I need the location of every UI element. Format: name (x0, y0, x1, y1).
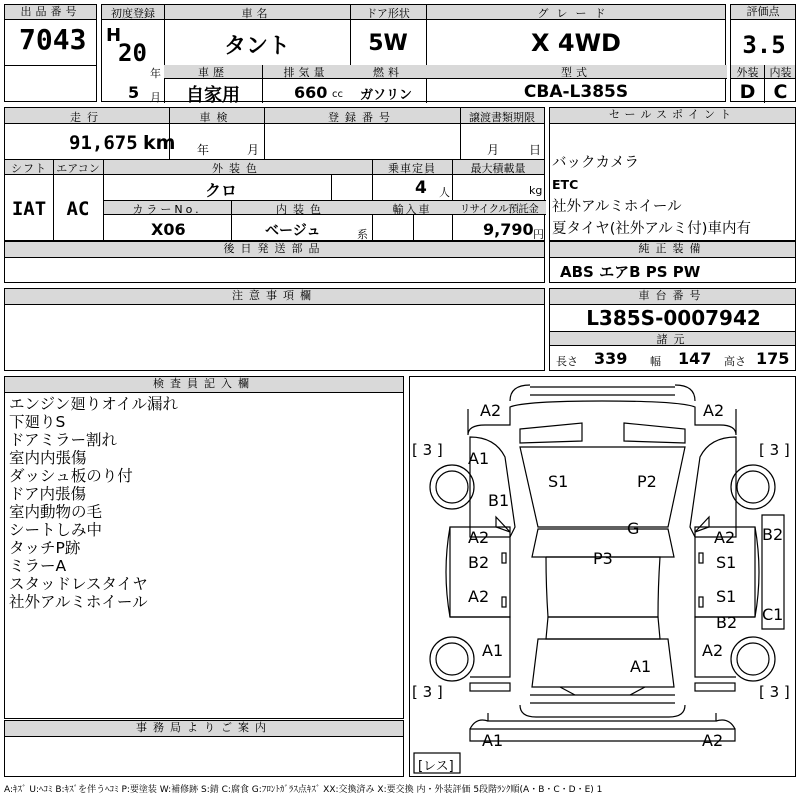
inspector-note: ドア内張傷 (9, 485, 87, 503)
aircon-value: AC (66, 198, 90, 220)
mark-right-rear-door-b: B2 (716, 613, 738, 632)
displacement-header: 排気量 (283, 66, 329, 79)
reg-no-header: 登録番号 (328, 111, 396, 124)
door-type: 5W (368, 31, 408, 56)
displacement-value: 660 (294, 83, 328, 102)
exterior-grade: D (739, 81, 756, 103)
spare-tire: [レス] (418, 759, 454, 774)
later-parts-header: 後日発送部品 (5, 242, 544, 258)
transfer-header: 譲渡書類期限 (469, 111, 535, 124)
color-no-header: カラーNo. (132, 203, 202, 216)
length-value: 339 (594, 349, 628, 368)
month-unit: 月 (150, 91, 161, 104)
aircon-header: エアコン (56, 162, 100, 175)
ext-color-value: クロ (205, 181, 238, 200)
inspector-note: エンジン廻りオイル漏れ (9, 395, 178, 413)
tire-rear-right: [ 3 ] (759, 683, 790, 701)
sales-point-item: 夏タイヤ(社外アルミ付)車内有 (552, 221, 751, 237)
lot-number-header: 出品番号 (5, 5, 96, 20)
interior-header: 内装 (769, 66, 792, 79)
office-notice-header: 事務局よりご案内 (5, 721, 403, 737)
notes-cell (4, 288, 545, 371)
mark-hood-right: P2 (637, 472, 657, 491)
max-load-header: 最大積載量 (470, 162, 526, 175)
interior-grade: C (773, 81, 788, 103)
sales-points-header: セールスポイント (550, 108, 795, 124)
inspector-notes-header: 検査員記入欄 (5, 377, 403, 393)
inspector-note: ミラーA (9, 557, 67, 575)
inspector-note: スタッドレスタイヤ (9, 575, 148, 593)
car-outline-svg (410, 377, 795, 776)
mileage-value: 91,675 (69, 132, 138, 154)
fuel-value: ガソリン (360, 88, 413, 103)
mark-right-rear-fender: A2 (702, 641, 724, 660)
inspector-note: 下廻りS (9, 413, 66, 431)
fuel-header: 燃料 (373, 66, 403, 79)
mark-windshield: G (627, 519, 640, 538)
height-label: 高さ (724, 355, 746, 368)
sales-point-item: バックカメラ (552, 155, 639, 171)
transfer-day-unit: 日 (529, 143, 542, 157)
history-header: 車歴 (198, 66, 228, 79)
notes-header: 注意事項欄 (5, 289, 544, 305)
max-load-unit: kg (529, 184, 543, 197)
genuine-equipment-value: ABS エアB PS PW (560, 263, 701, 281)
mark-right-side-b: B2 (762, 525, 784, 544)
chassis-header: 車台番号 (550, 289, 795, 305)
capacity-value: 4 (415, 178, 427, 198)
recycle-header: リサイクル預託金 (459, 203, 539, 215)
width-value: 147 (678, 349, 712, 368)
mark-left-rear-fender: A1 (482, 641, 504, 660)
int-color-header: 内装色 (276, 203, 327, 216)
inspector-note: ダッシュ板のり付 (9, 467, 133, 485)
first-reg-header: 初度登録 (111, 7, 155, 20)
shift-value: IAT (11, 198, 47, 220)
model-header: 型式 (561, 66, 591, 79)
sales-point-item: 社外アルミホイール (552, 199, 682, 215)
damage-diagram (409, 376, 796, 777)
inspector-note: ドアミラー割れ (9, 431, 118, 449)
genuine-equipment-header: 純正装備 (550, 242, 795, 258)
score-header: 評価点 (731, 5, 795, 20)
capacity-unit: 人 (439, 186, 450, 199)
inspector-note: 室内動物の毛 (9, 503, 103, 521)
grade: X 4WD (531, 29, 621, 57)
model-value: CBA-L385S (523, 82, 629, 102)
tire-front-left: [ 3 ] (412, 441, 443, 459)
later-parts-cell (4, 241, 545, 283)
mileage-unit: km (143, 132, 176, 154)
lot-number-cell (4, 4, 97, 102)
capacity-header: 乗車定員 (388, 162, 436, 175)
chassis-number: L385S-0007942 (586, 306, 761, 330)
inspector-note: 社外アルミホイール (9, 593, 148, 611)
inspector-note: 室内内張傷 (9, 449, 87, 467)
inspector-notes-list (9, 395, 178, 611)
mark-tailgate: A1 (630, 657, 652, 676)
inspector-note: タッチP跡 (9, 539, 81, 557)
transfer-month-unit: 月 (487, 143, 500, 157)
mark-left-fender: A1 (468, 449, 490, 468)
mark-left-front-door-b: B2 (468, 553, 490, 572)
dimensions-header: 諸元 (656, 333, 691, 346)
tire-front-right: [ 3 ] (759, 441, 790, 459)
ext-color-header: 外装色 (212, 162, 263, 175)
main-info-table (101, 4, 726, 106)
height-value: 175 (756, 349, 790, 368)
mark-right-rear-door-s: S1 (716, 587, 737, 606)
car-name: タント (223, 34, 290, 59)
width-label: 幅 (650, 355, 661, 368)
office-notice-cell (4, 720, 404, 777)
mark-right-front-door-s: S1 (716, 553, 737, 572)
detail-table (4, 107, 545, 241)
first-reg-year: 20 (118, 39, 147, 67)
mark-hood-left: S1 (548, 472, 569, 491)
lot-number: 7043 (19, 23, 87, 56)
inspection-header: 車検 (199, 111, 234, 124)
mark-left-front-door-a: A2 (468, 528, 490, 547)
mark-left-rear-door: A2 (468, 587, 490, 606)
inspector-notes-cell (4, 376, 404, 719)
recycle-value: 9,790 (483, 220, 534, 239)
genuine-equipment-cell (549, 241, 796, 283)
inspector-note: シートしみ中 (9, 521, 103, 539)
sales-point-item: ETC (552, 177, 579, 192)
recycle-unit: 円 (533, 228, 544, 241)
sales-points-list (552, 152, 751, 240)
mark-roof: P3 (593, 549, 613, 568)
door-header: ドア形状 (366, 7, 410, 20)
first-reg-month: 5 (128, 83, 140, 102)
grade-header: グレード (537, 7, 614, 20)
displacement-unit: cc (332, 89, 343, 100)
sales-points-cell (549, 107, 796, 241)
exterior-header: 外装 (736, 66, 759, 79)
length-label: 長さ (556, 355, 578, 368)
tire-rear-left: [ 3 ] (412, 683, 443, 701)
mark-front-left-bumper: A2 (480, 401, 502, 420)
mark-right-front-door-a: A2 (714, 528, 736, 547)
chassis-cell (549, 288, 796, 371)
insp-month-unit: 月 (247, 143, 260, 157)
history-value: 自家用 (186, 85, 240, 106)
year-unit: 年 (150, 67, 161, 80)
color-no-value: X06 (151, 220, 186, 239)
mark-left-front-body: B1 (488, 491, 510, 510)
mark-front-right-bumper: A2 (703, 401, 725, 420)
legend-text: A:ｷｽﾞ U:ﾍｺﾐ B:ｷｽﾞを伴うﾍｺﾐ P:要塗装 W:補修跡 S:錆 C:腐食 G:ﾌﾛﾝﾄｶﾞﾗｽ点ｷｽﾞ XX:交換済み X:要交換 内・外装評価 5段階ﾗﾝｸ順(A・B・C・D・E) 1 (4, 785, 603, 795)
import-header: 輸入車 (392, 203, 432, 216)
shift-header: シフト (11, 162, 47, 175)
mileage-header: 走行 (70, 111, 104, 124)
car-name-header: 車名 (241, 7, 272, 20)
int-color-unit: 系 (357, 228, 368, 241)
mark-right-side-c: C1 (762, 605, 784, 624)
score-cell (730, 4, 796, 102)
mark-rear-bumper-left: A1 (482, 731, 504, 750)
int-color-value: ベージュ (265, 223, 321, 239)
insp-year-unit: 年 (197, 143, 210, 157)
era-mark: H (106, 25, 122, 46)
overall-score: 3.5 (742, 31, 786, 59)
mark-rear-bumper-right: A2 (702, 731, 724, 750)
